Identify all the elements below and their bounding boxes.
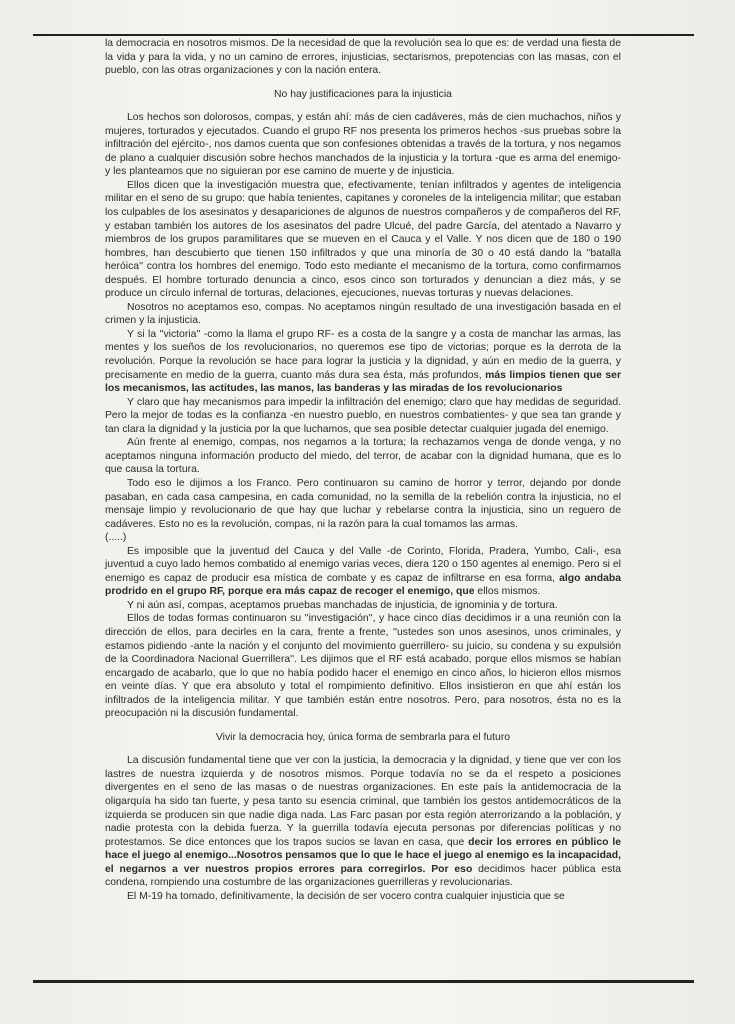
paragraph-franco: Todo eso le dijimos a los Franco. Pero continuaron su camino de horror y terror, dejando por donde pasaban, en cada casa campesina, en cada comunidad, no la semilla de la rebelión contra la injusticia, no el mensaje limpio y revolucionario de que hay que luchar y rebelarse contra la injusticia, sino un reguero de cadáveres. Esto no es la revolución, compas, ni la razón para la cual tomamos las armas.	[105, 477, 621, 530]
paragraph-ni-aun-asi: Y ni aún así, compas, aceptamos pruebas manchadas de injusticia, de ignominia y de tortura.	[127, 599, 558, 611]
top-rule	[33, 34, 694, 36]
paragraph-reunion: Ellos de todas formas continuaron su ''investigación'', y hace cinco días decidimos ir a una reunión con la dirección de ellos, para decirles en la cara, frente a frente, ''ustedes son unos asesinos, unos criminales, y estamos pidiendo -ante la nación y el conjunto del movimiento guerrillero- su juicio, su condena y su expulsión de la Coordinadora Nacional Guerrillera''. Les dijimos que el RF está acabado, porque ellos mismos se habían encargado de acabarlo, que lo que no había podido hacer el enemigo en cinco años, lo hicieron ellos mismos en veinte días. Y que era absoluto y total el rompimiento definitivo. Ellos insistieron en que ahí están los infiltrados de la inteligencia militar. Y que también están entre nosotros. Pero, para nosotros, ésta no es la preocupación ni la discusión fundamental.	[105, 613, 621, 720]
paragraph-no-aceptamos: Nosotros no aceptamos eso, compas. No aceptamos ningún resultado de una investigación basada en el crimen y la injusticia.	[105, 301, 621, 327]
paragraph-victoria	[105, 328, 621, 396]
article-body	[105, 37, 621, 903]
paragraph-juventud	[105, 545, 621, 599]
intro-paragraph: la democracia en nosotros mismos. De la necesidad de que la revolución sea lo que es: de verdad una fiesta de la vida y para la vida, y no un camino de errores, injusticias, sectarismos, prepotencias con las masas, con el pueblo, con las otras organizaciones y con la nación entera.	[105, 38, 621, 77]
paragraph-victoria-text: Y si la ''victoria'' -como la llama el grupo RF- es a costa de la sangre y a costa de manchar las armas, las mentes y los sueños de los revolucionarios, no queremos ese tipo de victorias; porque es la derrota de la revolución. Porque la revolución se hace para lograr la justicia y la dignidad, y aún en medio de la guerra, y precisamente en medio de la guerra, cuanto más dura sea ésta, más profundos,	[105, 328, 621, 381]
paragraph-discusion-text: La discusión fundamental tiene que ver con la justicia, la democracia y la dignidad, y tiene que ver con los lastres de nuestra izquierda y de nosotros mismos. Porque todavía no se da el respeto a posiciones divergentes en el seno de las masas o de nuestras organizaciones. En este país la antidemocracia de la oligarquía ha sido tan fuerte, y pesa tanto su esencia criminal, que también los gestos antidemocráticos de la izquierda se producen sin que nadie diga nada. Las Farc pasan por esta región aterrorizando a la población, y nadie protesta con la debida fuerza. Y la guerrilla todavía ejecuta personas por diferencias políticas y no protestamos. Se dice entonces que los trapos sucios se lavan en casa, que	[105, 755, 621, 848]
paragraph-mecanismos: Y claro que hay mecanismos para impedir la infiltración del enemigo; claro que hay medidas de seguridad. Pero la mejor de todas es la confianza -en nuestro pueblo, en nuestros combatientes- y que sea tan grande y tan clara la dignidad y la justicia por la que luchamos, que sea posible detectar cualquier jugada del enemigo.	[105, 396, 621, 435]
section-heading-injusticia: No hay justificaciones para la injusticia	[274, 88, 452, 100]
paragraph-tortura: Aún frente al enemigo, compas, nos negamos a la tortura; la rechazamos venga de donde venga, y no aceptamos ninguna información producto del miedo, del terror, de acabar con la dignidad humana, que es lo que causa la tortura.	[105, 437, 621, 476]
paragraph-discusion-bold: decir los errores en público le hace el juego al enemigo...Nosotros pensamos que lo que le hace el juego al enemigo es la incapacidad, el negarnos a ver nuestros propios errores para corregirlos. Por eso	[105, 836, 622, 875]
section-heading-democracia: Vivir la democracia hoy, única forma de sembrarla para el futuro	[215, 731, 511, 743]
paragraph-juventud-bold: algo andaba prodrido en el grupo RF, porque era más capaz de recoger el enemigo, que	[105, 572, 621, 598]
paragraph-juventud-end: ellos mismos.	[477, 586, 541, 598]
paragraph-m19: El M-19 ha tomado, definitivamente, la decisión de ser vocero contra cualquier injusticia que se	[127, 890, 565, 902]
ellipsis-marker: (.....)	[105, 532, 127, 544]
paragraph-discusion	[105, 754, 621, 889]
bottom-rule	[33, 980, 694, 983]
paragraph-juventud-text: Es imposible que la juventud del Cauca y del Valle -de Corinto, Florida, Pradera, Yumbo, Cali-, esa juventud a cuyo lado hemos combatido al enemigo varias veces, diera 120 o 150 agentes al enemigo. Pero si el enemigo es capaz de producir esa mística de combate y es capaz de infiltrarse en esa forma,	[105, 545, 621, 584]
paragraph-discusion-end: decidimos hacer pública esta condena, rompiendo una costumbre de las organizaciones guerrilleras y revolucionarias.	[105, 863, 621, 889]
paragraph-victoria-bold: más limpios tienen que ser los mecanismos, las actitudes, las manos, las banderas y las miradas de los revolucionarios	[105, 369, 622, 395]
paragraph-investigacion: Ellos dicen que la investigación muestra que, efectivamente, tenían infiltrados y agentes de inteligencia militar en el seno de su grupo: que había tenientes, capitanes y coroneles de la inteligencia militar; que estaban los culpables de los asesinatos y desapariciones de algunos de nuestros compañeros y de compañeros del RF, y estaban también los autores de los asesinatos del padre Ulcué, del padre García, del atentado a Navarro y miembros de los grupos paramilitares que se mueven en el Cauca y el Valle. Y nos dicen que de 180 o 190 hombres, han descubierto que tienen 150 infiltrados y que una minoría de 30 o 40 está dando la ''batalla heróica'' contra los hombres del enemigo. Todo esto mediante el mecanismo de la tortura, como confirmamos después. El hombre torturado denuncia a cinco, esos cinco son torturados y denuncian a diez más, y se produce un círculo infernal de torturas, delaciones, ejecuciones, nuevas torturas y nuevas delaciones.	[105, 179, 621, 300]
paragraph-hechos: Los hechos son dolorosos, compas, y están ahí: más de cien cadáveres, más de cien muchachos, niños y mujeres, torturados y ejecutados. Cuando el grupo RF nos presenta los primeros hechos -sus pruebas sobre la infiltración del ejército-, nos damos cuenta que son confesiones obtenidas a través de la tortura, y nos negamos de plano a cualquier discusión sobre hechos manchados de la injusticia y la tortura -que es arma del enemigo- y les planteamos que no siguieran por ese camino de muerte y de injusticia.	[105, 112, 621, 178]
